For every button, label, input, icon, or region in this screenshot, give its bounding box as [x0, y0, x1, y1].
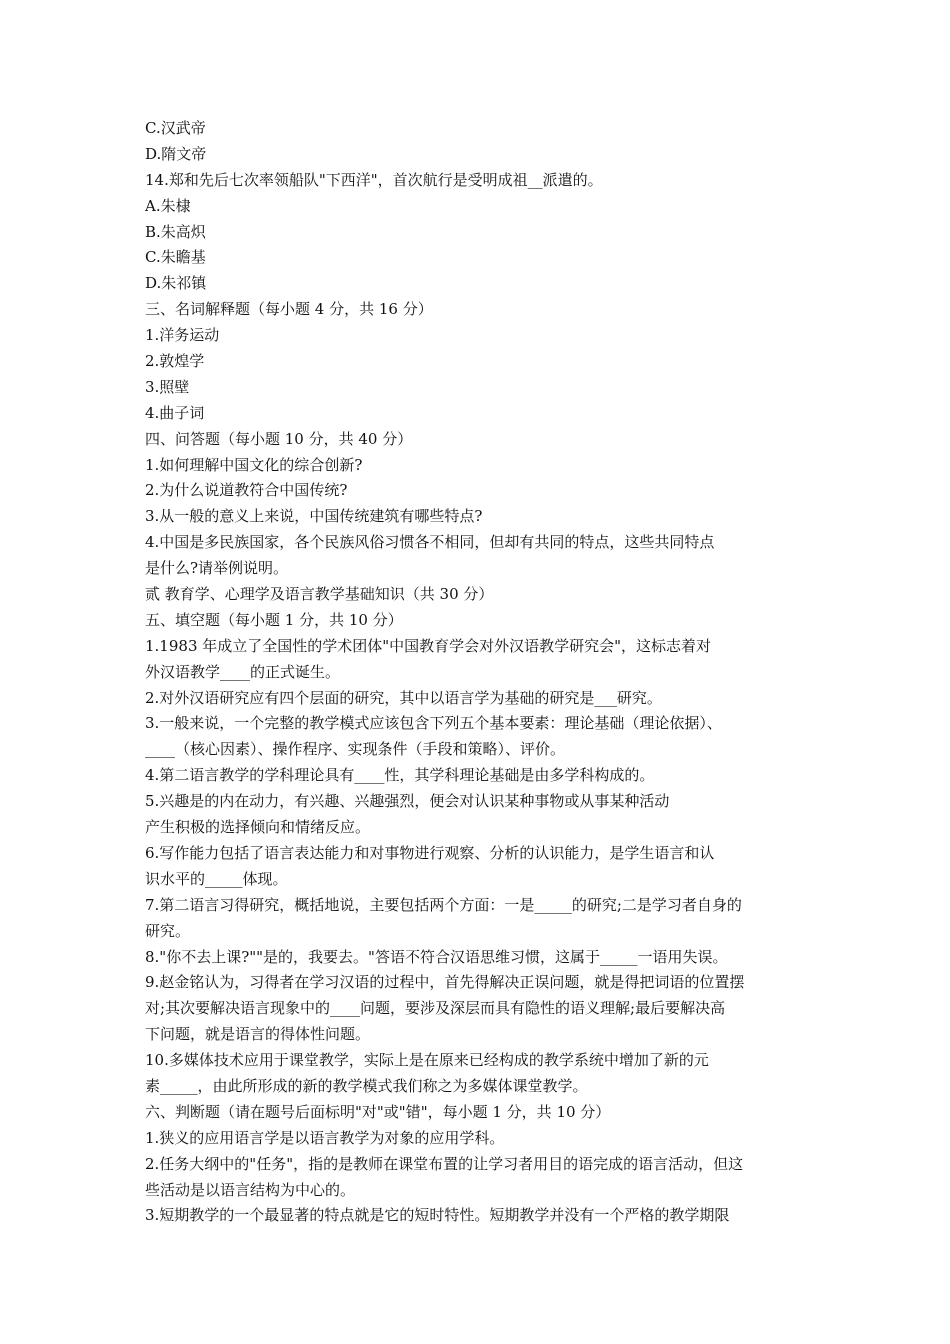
text-line: 素_____，由此所形成的新的教学模式我们称之为多媒体课堂教学。: [145, 1076, 588, 1095]
text-line: 3.从一般的意义上来说，中国传统建筑有哪些特点?: [145, 507, 483, 526]
text-line: 2.任务大纲中的"任务"，指的是教师在课堂布置的让学习者用目的语完成的语言活动，但这: [145, 1154, 744, 1173]
text-line: 研究。: [145, 921, 191, 940]
text-line: 4.第二语言教学的学科理论具有____性，其学科理论基础是由多学科构成的。: [145, 766, 655, 785]
document-body: [145, 116, 815, 1229]
text-line: 贰 教育学、心理学及语言教学基础知识（共 30 分）: [145, 585, 494, 604]
text-line: 下问题，就是语言的得体性问题。: [145, 1025, 371, 1044]
text-line: 五、填空题（每小题 1 分，共 10 分）: [145, 610, 403, 629]
text-line: C.朱瞻基: [145, 248, 206, 267]
text-line: 产生积极的选择倾向和情绪反应。: [145, 818, 371, 837]
text-line: 2.敦煌学: [145, 352, 205, 371]
text-line: 7.第二语言习得研究，概括地说，主要包括两个方面：一是_____的研究;二是学习者自身的: [145, 895, 742, 914]
text-line: 2.为什么说道教符合中国传统?: [145, 481, 348, 500]
text-line: 些活动是以语言结构为中心的。: [145, 1180, 356, 1199]
text-line: 1.1983 年成立了全国性的学术团体"中国教育学会对外汉语教学研究会"，这标志着对: [145, 636, 712, 655]
text-line: 六、判断题（请在题号后面标明"对"或"错"，每小题 1 分，共 10 分）: [145, 1102, 611, 1121]
text-line: 1.狭义的应用语言学是以语言教学为对象的应用学科。: [145, 1128, 505, 1147]
text-line: 4.中国是多民族国家，各个民族风俗习惯各不相同，但却有共同的特点，这些共同特点: [145, 533, 715, 552]
text-line: 对;其次要解决语言现象中的____问题，要涉及深层而具有隐性的语义理解;最后要解决高: [145, 999, 726, 1018]
text-line: 外汉语教学____的正式诞生。: [145, 662, 341, 681]
text-line: 14.郑和先后七次率领船队"下西洋"，首次航行是受明成祖__派遣的。: [145, 170, 603, 189]
text-line: B.朱高炽: [145, 222, 206, 241]
text-line: C.汉武帝: [145, 119, 206, 137]
text-line: 3.一般来说，一个完整的教学模式应该包含下列五个基本要素：理论基础（理论依据）、: [145, 714, 722, 733]
text-line: 1.洋务运动: [145, 326, 220, 345]
text-line: 三、名词解释题（每小题 4 分，共 16 分）: [145, 300, 433, 319]
text-line: 识水平的_____体现。: [145, 869, 288, 888]
text-line: 3.短期教学的一个最显著的特点就是它的短时特性。短期教学并没有一个严格的教学期限: [145, 1206, 730, 1225]
text-line: 8."你不去上课?""是的，我要去。"答语不符合汉语思维习惯，这属于_____一语用失误。: [145, 947, 728, 966]
text-line: 四、问答题（每小题 10 分，共 40 分）: [145, 429, 413, 448]
text-line: 2.对外汉语研究应有四个层面的研究，其中以语言学为基础的研究是___研究。: [145, 688, 662, 707]
text-line: 6.写作能力包括了语言表达能力和对事物进行观察、分析的认识能力，是学生语言和认: [145, 843, 715, 862]
text-line: D.朱祁镇: [145, 274, 207, 293]
text-line: ____（核心因素）、操作程序、实现条件（手段和策略）、评价。: [145, 740, 566, 759]
text-line: D.隋文帝: [145, 144, 207, 163]
text-line: 3.照壁: [145, 377, 190, 396]
text-line: 是什么?请举例说明。: [145, 559, 289, 578]
text-line: 9.赵金铭认为，习得者在学习汉语的过程中，首先得解决正误问题，就是得把词语的位置摆: [145, 973, 745, 992]
text-line: 4.曲子词: [145, 403, 205, 422]
text-line: 1.如何理解中国文化的综合创新?: [145, 455, 363, 474]
text-line: 10.多媒体技术应用于课堂教学，实际上是在原来已经构成的教学系统中增加了新的元: [145, 1051, 709, 1070]
text-line: A.朱棣: [145, 196, 191, 215]
text-line: 5.兴趣是的内在动力，有兴趣、兴趣强烈，便会对认识某种事物或从事某种活动: [145, 792, 670, 811]
